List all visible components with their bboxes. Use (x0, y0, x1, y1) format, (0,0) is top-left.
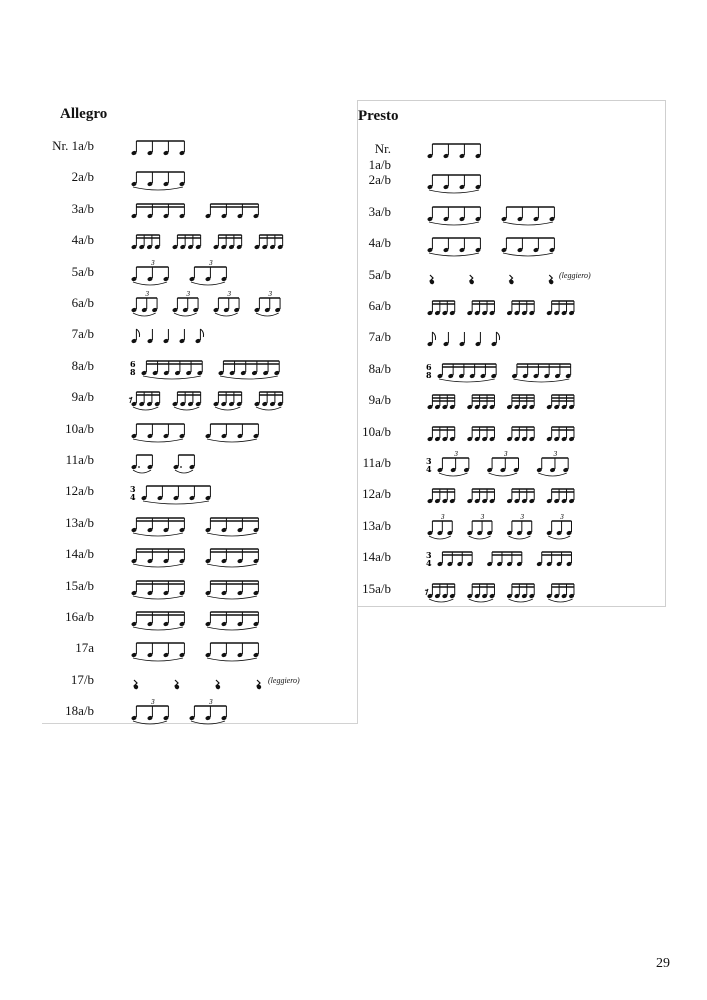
triplet-number: 3 (186, 291, 191, 298)
row-label: 3a/b (71, 200, 94, 216)
time-signature-bottom: 8 (130, 366, 136, 377)
notation-row (358, 513, 665, 538)
triplet-number: 3 (209, 259, 213, 267)
slur (133, 721, 167, 724)
notation-row (358, 267, 665, 287)
slur (256, 313, 279, 316)
rhythm-notation (424, 204, 579, 226)
row-label: 12a/b (65, 483, 94, 499)
rhythm-notation (128, 232, 288, 254)
slur (469, 599, 493, 602)
slur (143, 376, 201, 379)
note-head (257, 685, 261, 689)
notation-row (42, 452, 357, 472)
row-label: 15a/b (362, 580, 391, 596)
rhythm-notation (424, 235, 579, 257)
notation-row (42, 672, 357, 692)
slur (548, 536, 570, 539)
rhythm-notation (128, 169, 288, 191)
rhythm-notation (424, 172, 579, 194)
row-label: 9a/b (71, 389, 94, 405)
rhythm-notation (128, 578, 288, 600)
row-label: 16a/b (65, 609, 94, 624)
row-label: 14a/b (362, 549, 391, 565)
rhythm-notation (128, 515, 288, 537)
dot (138, 466, 140, 468)
notation-row (42, 515, 357, 535)
triplet-number: 3 (227, 291, 232, 298)
slur (207, 564, 257, 567)
time-signature-top: 6 (426, 361, 432, 372)
notation-row (42, 169, 357, 189)
allegro-panel (42, 100, 358, 724)
slur (489, 473, 517, 476)
slur (429, 253, 479, 256)
time-signature-top: 3 (130, 484, 136, 495)
notation-row (358, 549, 665, 569)
notation-row (42, 291, 357, 315)
slur (174, 407, 199, 410)
row-label: 10a/b (362, 423, 391, 439)
time-signature-bottom: 4 (130, 492, 136, 503)
notation-row (42, 609, 357, 629)
slur (143, 501, 209, 504)
row-label: 9a/b (368, 392, 391, 408)
presto-panel (357, 100, 666, 607)
triplet-number: 3 (553, 451, 558, 458)
presto-heading: Presto (358, 108, 399, 124)
slur (133, 658, 183, 661)
slur (207, 439, 257, 442)
row-label: Nr. 1a/b (368, 141, 391, 172)
rhythm-notation (128, 699, 288, 725)
slur (514, 379, 570, 382)
slur (509, 536, 531, 539)
slur (174, 313, 197, 316)
slur (215, 313, 238, 316)
rhythm-notation (128, 259, 288, 286)
notation-row (358, 329, 665, 349)
row-label: 7a/b (368, 329, 391, 345)
slur (429, 190, 479, 193)
triplet-number: 3 (560, 513, 564, 521)
note-head (470, 279, 474, 283)
leggiero-marking: (leggiero) (559, 270, 591, 280)
triplet-number: 3 (503, 451, 508, 458)
notation-row (358, 361, 665, 381)
note-head (134, 685, 138, 689)
notation-row (358, 486, 665, 506)
rhythm-notation (128, 138, 288, 160)
dot (180, 466, 182, 468)
notation-row (42, 546, 357, 566)
row-label: 6a/b (368, 298, 391, 313)
rhythm-notation (424, 392, 579, 414)
notation-row (42, 326, 357, 346)
slur (133, 313, 156, 316)
row-label: 15a/b (65, 577, 94, 593)
rhythm-notation (128, 358, 288, 380)
slur (207, 533, 257, 536)
slur (503, 253, 553, 256)
time-signature-bottom: 8 (426, 369, 432, 380)
slur (503, 222, 553, 225)
triplet-number: 3 (151, 259, 155, 267)
notation-row (358, 298, 665, 318)
rhythm-notation (128, 609, 288, 631)
row-label: 5a/b (368, 266, 391, 282)
slur (207, 627, 257, 630)
rhythm-notation (128, 452, 288, 474)
slur (133, 439, 183, 442)
note-head (430, 279, 434, 283)
row-label: 11a/b (362, 455, 391, 470)
slur (220, 376, 278, 379)
row-label: 12a/b (362, 486, 391, 502)
slur (429, 536, 451, 539)
notation-row (358, 424, 665, 444)
rhythm-notation (128, 546, 288, 568)
eighth-rest-icon (425, 589, 428, 595)
row-label: 4a/b (368, 235, 391, 251)
notation-row (42, 259, 357, 284)
allegro-heading: Allegro (60, 106, 108, 122)
slur (429, 222, 479, 225)
note-head (216, 685, 220, 689)
leggiero-marking: (leggiero) (268, 675, 300, 685)
slur (256, 407, 281, 410)
triplet-number: 3 (480, 513, 485, 521)
rhythm-notation (424, 361, 579, 383)
slur (538, 473, 566, 476)
row-label: 10a/b (65, 420, 94, 436)
rhythm-notation (424, 486, 579, 508)
row-label: 17/b (70, 671, 94, 687)
slur (133, 533, 183, 536)
rhythm-notation (424, 298, 579, 320)
time-signature-top: 3 (426, 456, 432, 466)
rhythm-notation (424, 329, 579, 351)
triplet-number: 3 (454, 451, 459, 458)
row-label: 4a/b (71, 232, 94, 248)
slur (429, 599, 453, 602)
slur (191, 282, 225, 285)
rhythm-notation (128, 672, 288, 694)
triplet-number: 3 (151, 699, 155, 707)
notation-row (42, 483, 357, 503)
slur (439, 379, 495, 382)
rhythm-notation (128, 291, 288, 317)
rhythm-notation (424, 513, 579, 540)
rhythm-notation (128, 326, 288, 348)
slur (191, 721, 225, 724)
row-label: 18a/b (65, 703, 94, 719)
slur (133, 596, 183, 599)
notation-row (42, 138, 357, 158)
rhythm-notation (128, 640, 288, 662)
slur (509, 599, 533, 602)
time-signature-bottom: 4 (426, 558, 432, 569)
notation-row (42, 421, 357, 441)
row-label: 8a/b (71, 357, 94, 373)
notation-row (42, 358, 357, 378)
slur (207, 596, 257, 599)
notation-row (358, 141, 665, 172)
rhythm-notation (424, 549, 579, 571)
row-label: 11a/b (65, 452, 94, 467)
row-label: Nr. 1a/b (52, 138, 94, 153)
slur (133, 282, 167, 285)
slur (133, 564, 183, 567)
rhythm-notation (424, 581, 579, 603)
triplet-number: 3 (209, 699, 213, 707)
slur (133, 407, 158, 410)
notation-row (42, 640, 357, 660)
time-signature-top: 6 (130, 358, 136, 369)
page-number: 29 (656, 956, 670, 971)
row-label: 8a/b (368, 360, 391, 376)
slur (133, 187, 183, 190)
slur (215, 407, 240, 410)
row-label: 2a/b (71, 169, 94, 185)
row-label: 17a (75, 640, 94, 656)
slur (207, 658, 257, 661)
rhythm-notation (128, 389, 288, 411)
rhythm-notation (424, 267, 579, 289)
notation-row (42, 201, 357, 221)
triplet-number: 3 (145, 291, 150, 298)
row-label: 3a/b (368, 203, 391, 219)
slur (548, 599, 572, 602)
slur (133, 470, 151, 473)
slur (439, 473, 467, 476)
time-signature-bottom: 4 (426, 464, 432, 474)
row-label: 5a/b (71, 263, 94, 279)
triplet-number: 3 (520, 513, 525, 521)
notation-row (358, 204, 665, 224)
triplet-number: 3 (268, 291, 273, 298)
rhythm-notation (424, 451, 579, 477)
row-label: 6a/b (71, 295, 94, 310)
rhythm-notation (128, 421, 288, 443)
rhythm-notation (424, 424, 579, 446)
notation-row (42, 232, 357, 252)
notation-row (42, 578, 357, 598)
row-label: 14a/b (65, 546, 94, 562)
row-label: 13a/b (362, 517, 391, 533)
notation-row (358, 235, 665, 255)
notation-row (358, 172, 665, 192)
note-head (175, 685, 179, 689)
row-label: 2a/b (368, 172, 391, 188)
notation-row (358, 392, 665, 412)
triplet-number: 3 (440, 513, 445, 521)
slur (175, 470, 193, 473)
note-head (509, 279, 513, 283)
slur (133, 627, 183, 630)
notation-row (358, 451, 665, 475)
notation-row (42, 389, 357, 409)
row-label: 13a/b (65, 514, 94, 530)
rhythm-notation (128, 483, 288, 505)
slur (469, 536, 491, 539)
rhythm-notation (424, 141, 579, 163)
notation-row (358, 581, 665, 601)
eighth-rest-icon (129, 397, 132, 403)
notation-row (42, 699, 357, 723)
note-head (549, 279, 553, 283)
time-signature-top: 3 (426, 550, 432, 561)
rhythm-notation (128, 201, 288, 223)
row-label: 7a/b (71, 326, 94, 342)
